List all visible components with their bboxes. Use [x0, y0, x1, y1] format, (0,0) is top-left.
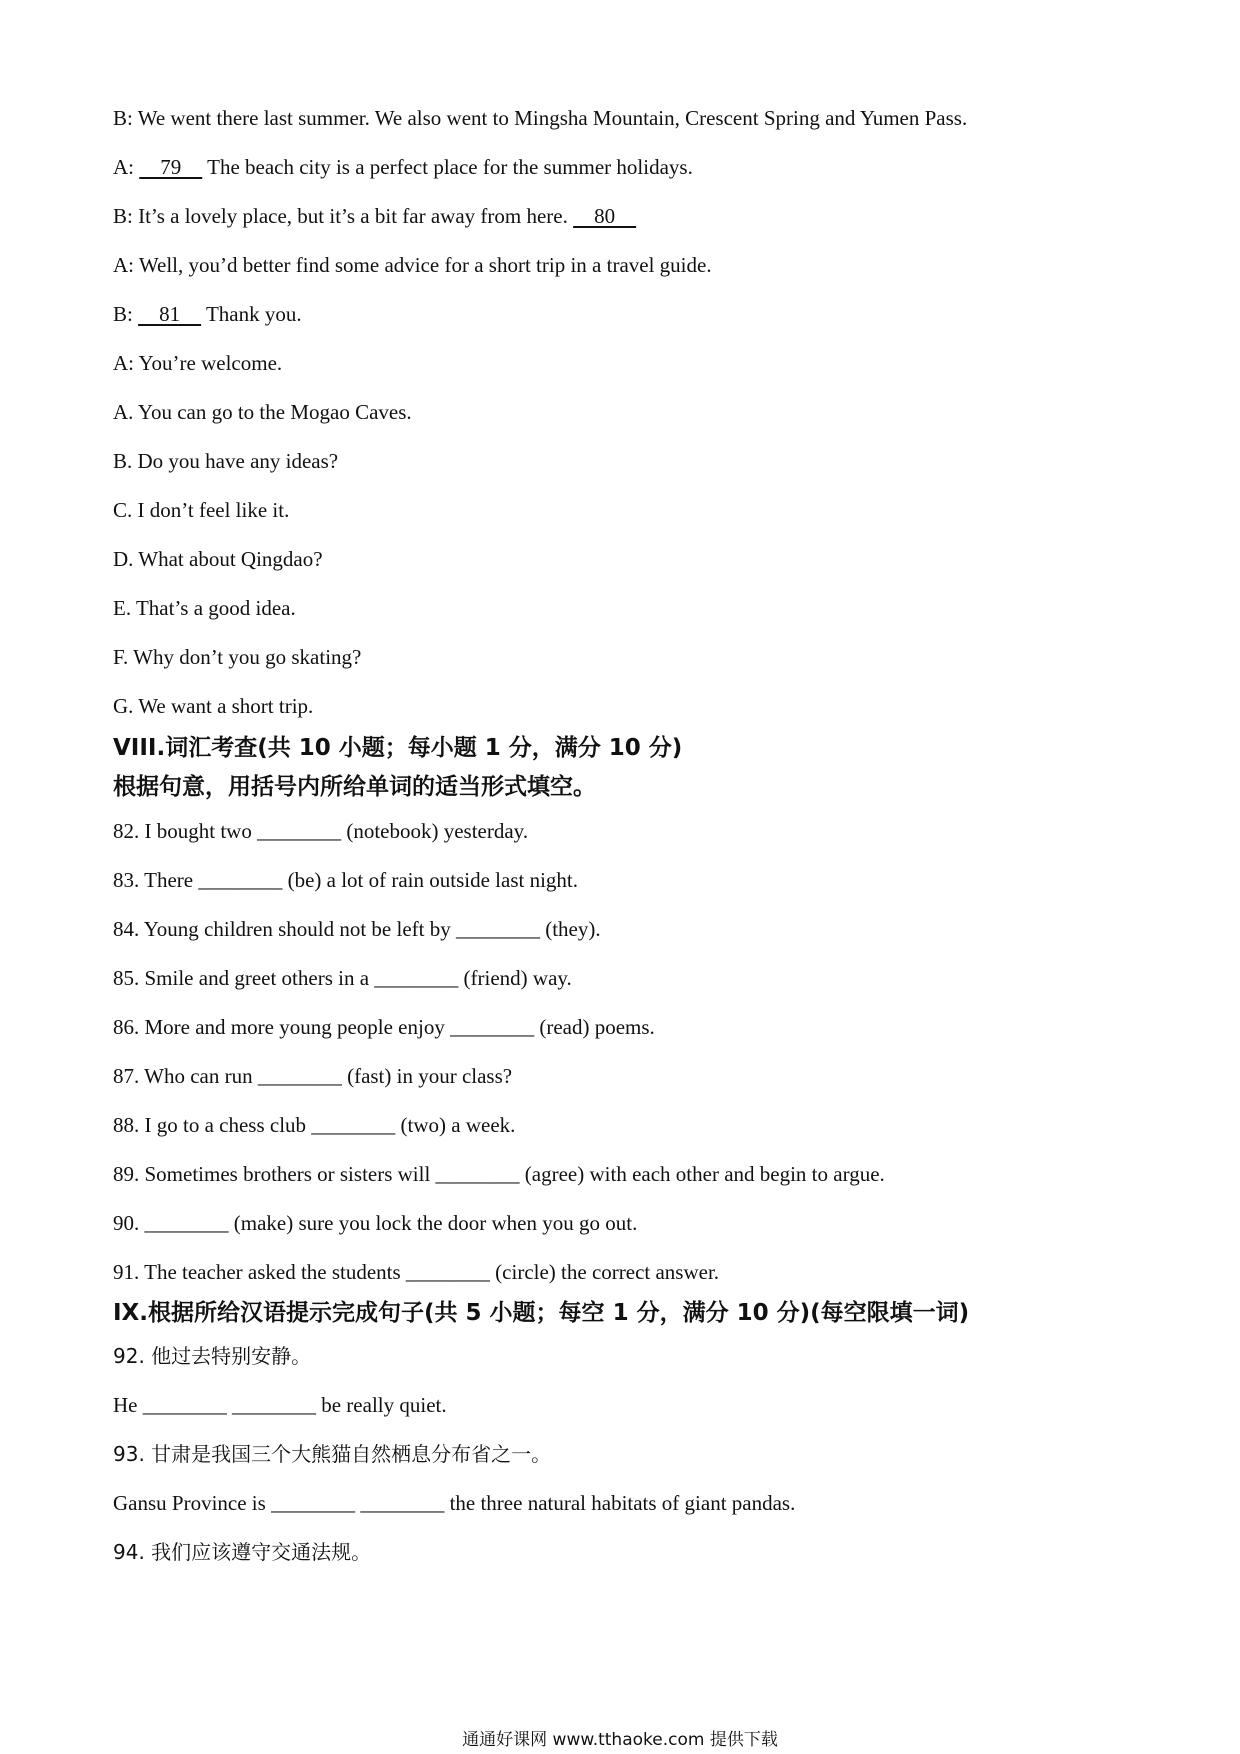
dialogue-line-a-advice: A: Well, you’d better find some advice for a short trip in a travel guide.: [113, 253, 712, 277]
option-d: D. What about Qingdao?: [113, 547, 323, 571]
question-86: 86. More and more young people enjoy ________ (read) poems.: [113, 1015, 655, 1039]
dialogue-line-b1: B: We went there last summer. We also went to Mingsha Mountain, Crescent Spring and Yumen Pass.: [113, 106, 968, 130]
question-90: 90. ________ (make) sure you lock the door when you go out.: [113, 1211, 638, 1235]
dialogue-line-a79: [113, 153, 693, 181]
question-84: 84. Young children should not be left by ________ (they).: [113, 917, 601, 941]
section-8-instruction: 根据句意，用括号内所给单词的适当形式填空。: [113, 774, 596, 800]
question-87: 87. Who can run ________ (fast) in your class?: [113, 1064, 513, 1088]
dialogue-text: Thank you.: [201, 302, 302, 326]
answer-blank-79: 79: [139, 155, 203, 179]
question-83: 83. There ________ (be) a lot of rain outside last night.: [113, 868, 579, 892]
answer-blank-81: 81: [138, 302, 202, 326]
speaker-label: B:: [113, 302, 139, 326]
answer-blank-80: 80: [573, 204, 637, 228]
speaker-label: A:: [113, 155, 140, 179]
question-85: 85. Smile and greet others in a ________ (friend) way.: [113, 966, 572, 990]
question-93-chinese: 93. 甘肃是我国三个大熊猫自然栖息分布省之一。: [113, 1442, 552, 1466]
section-9-title: IX.根据所给汉语提示完成句子(共 5 小题；每空 1 分，满分 10 分)(每空限填一词): [113, 1300, 970, 1326]
dialogue-line-b81: [113, 300, 302, 328]
section-8-title: VIII.词汇考查(共 10 小题；每小题 1 分，满分 10 分): [113, 735, 683, 761]
page-footer: 通通好课网 www.tthaoke.com 提供下载: [462, 1730, 778, 1750]
question-92-chinese: 92. 他过去特别安静。: [113, 1344, 312, 1368]
option-b: B. Do you have any ideas?: [113, 449, 339, 473]
option-f: F. Why don’t you go skating?: [113, 645, 362, 669]
option-e: E. That’s a good idea.: [113, 596, 296, 620]
question-89: 89. Sometimes brothers or sisters will ________ (agree) with each other and begin to argue.: [113, 1162, 885, 1186]
dialogue-line-b80: [113, 202, 636, 230]
question-93-english: Gansu Province is ________ ________ the three natural habitats of giant pandas.: [113, 1491, 796, 1515]
question-94-chinese: 94. 我们应该遵守交通法规。: [113, 1540, 372, 1564]
option-a: A. You can go to the Mogao Caves.: [113, 400, 412, 424]
option-g: G. We want a short trip.: [113, 694, 314, 718]
dialogue-text: The beach city is a perfect place for the summer holidays.: [202, 155, 693, 179]
question-91: 91. The teacher asked the students ________ (circle) the correct answer.: [113, 1260, 720, 1284]
dialogue-text: B: It’s a lovely place, but it’s a bit far away from here.: [113, 204, 574, 228]
dialogue-line-a-welcome: A: You’re welcome.: [113, 351, 283, 375]
question-88: 88. I go to a chess club ________ (two) a week.: [113, 1113, 516, 1137]
question-92-english: He ________ ________ be really quiet.: [113, 1393, 447, 1417]
question-82: 82. I bought two ________ (notebook) yesterday.: [113, 819, 529, 843]
option-c: C. I don’t feel like it.: [113, 498, 290, 522]
